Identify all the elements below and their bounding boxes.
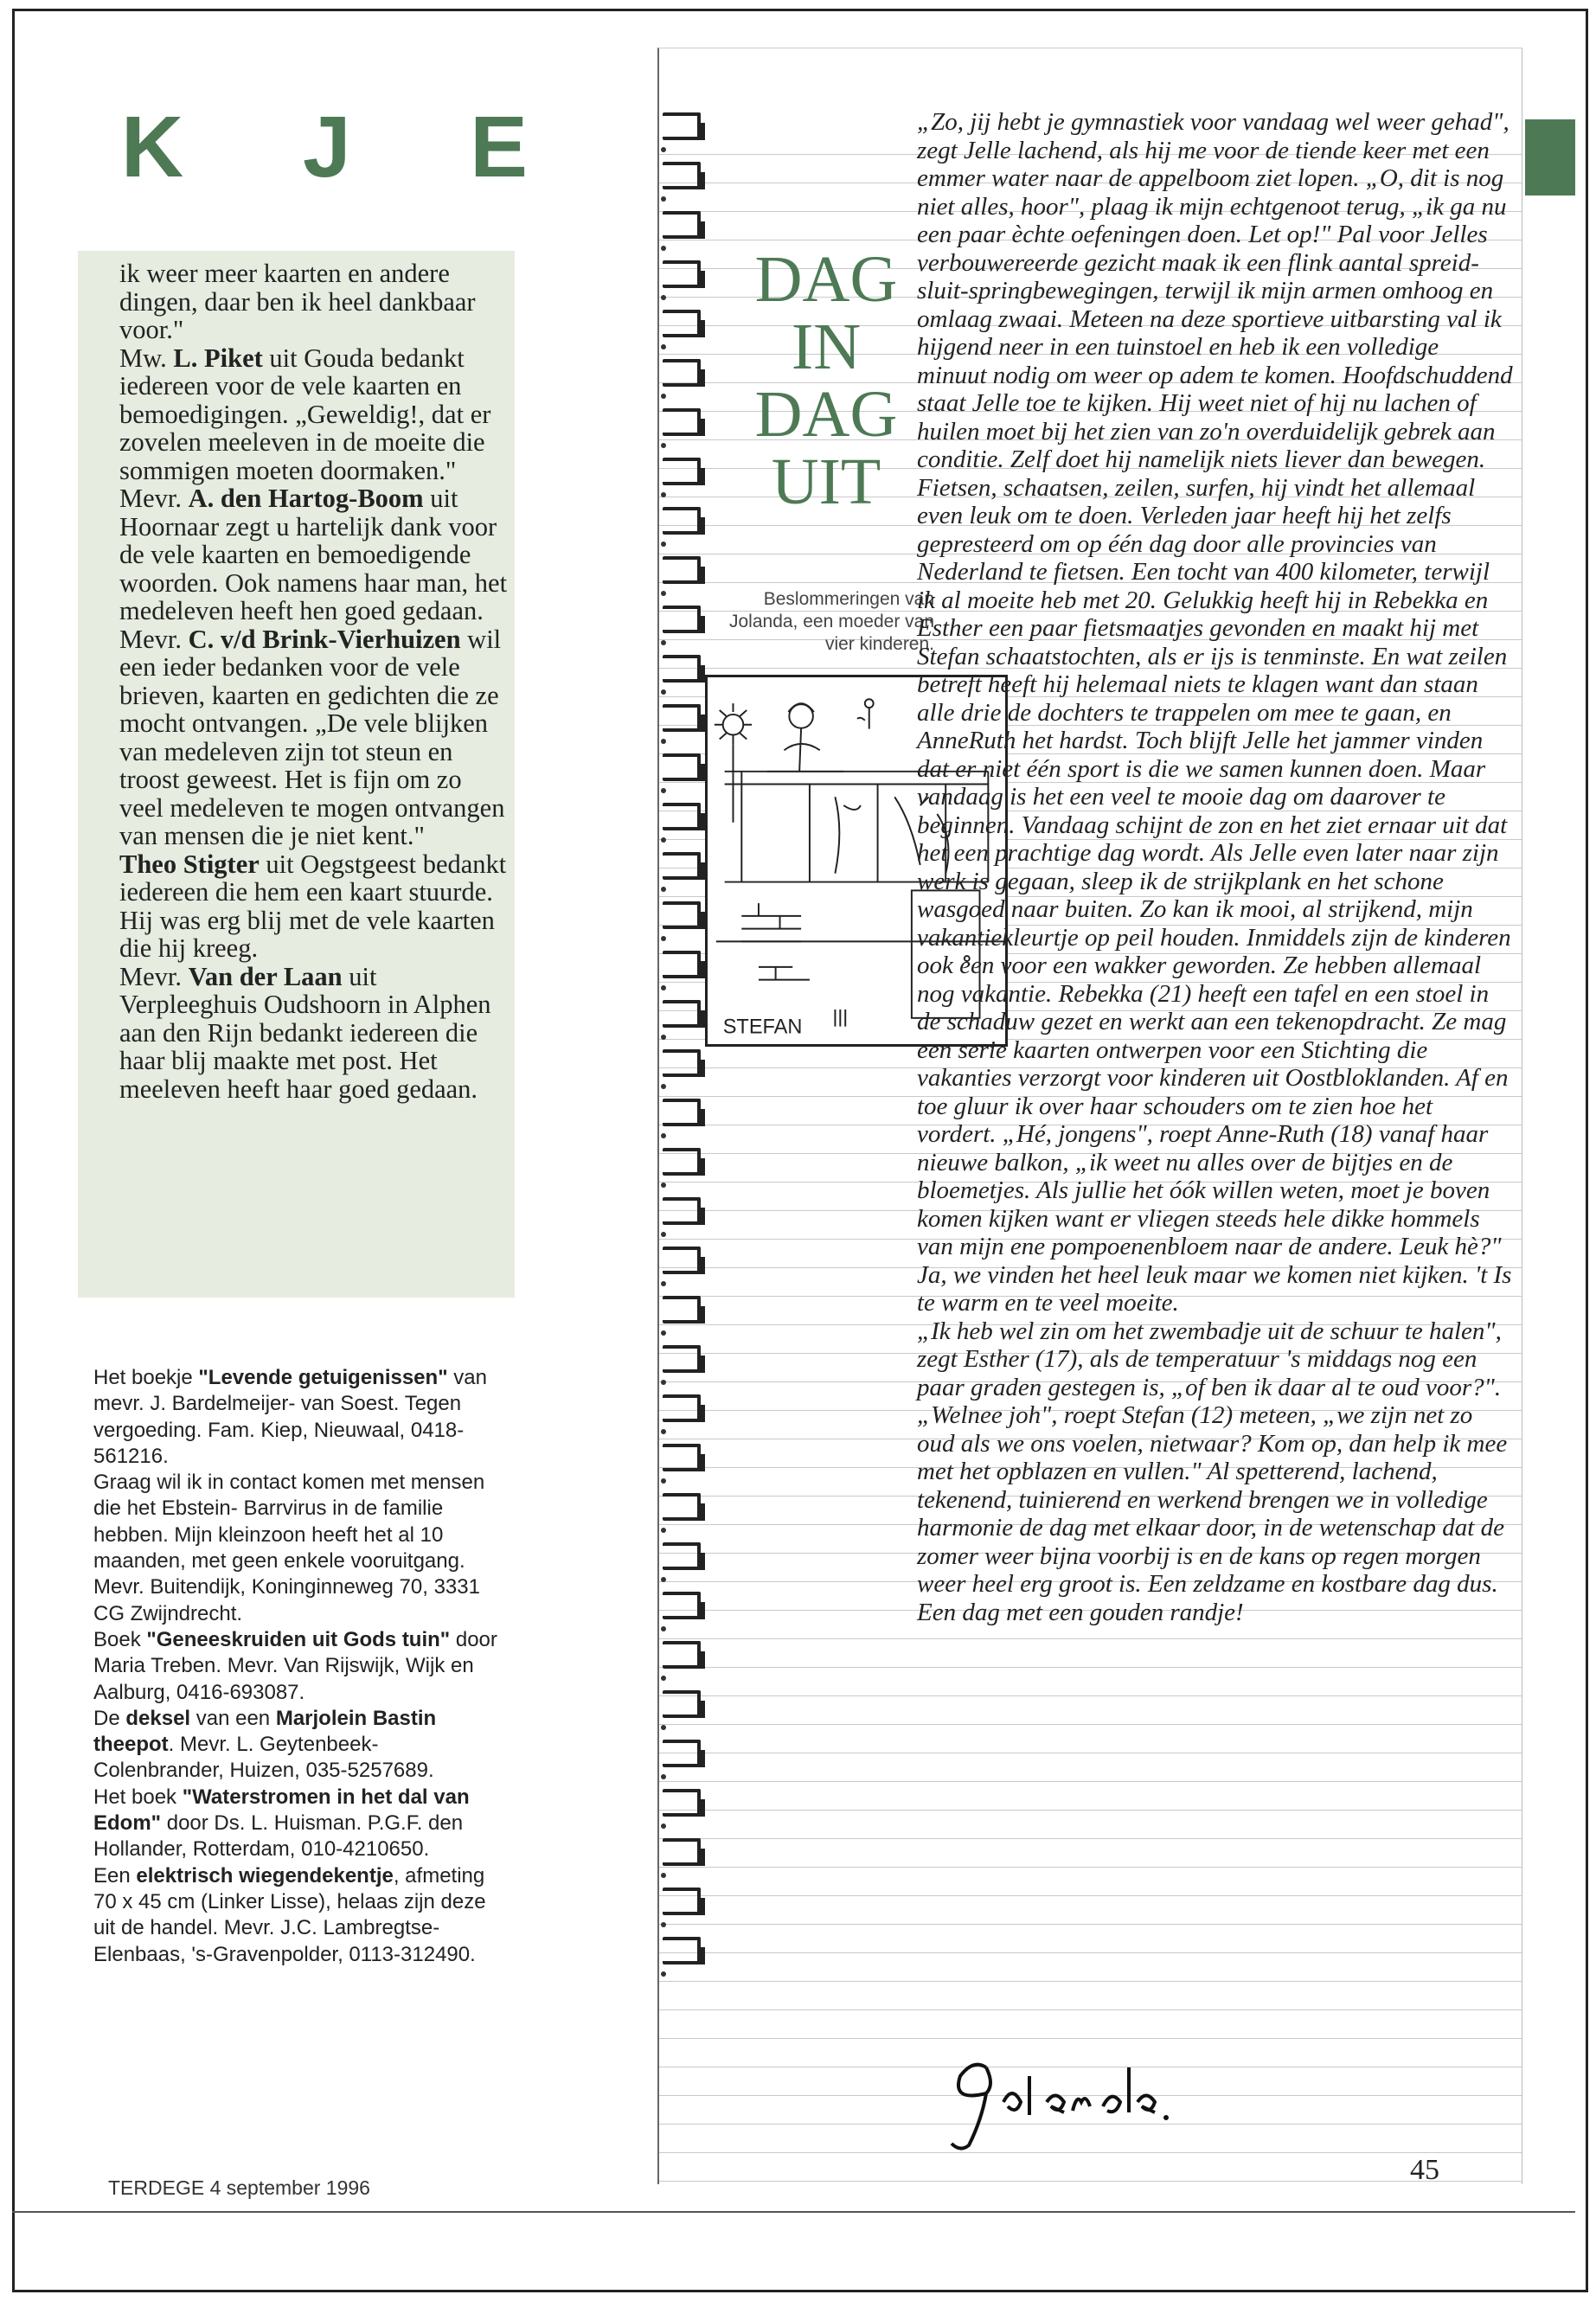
article-body (917, 108, 1514, 1626)
binding-ring (663, 1690, 701, 1718)
binding-hole (661, 147, 666, 152)
article-paragraph: „Zo, jij hebt je gymnastiek voor vandaag wel weer gehad", zegt Jelle lachend, als hij me voor de tiende keer met een emmer water naar de appelboom ziet lopen. „O, dit is nog niet alles, hoor", plaag ik mijn echtgenoot terug, „ik ga nu een paar èchte oefeningen doen. Let op!" Pal voor Jelles verbouwereerde gezicht maak ik een flink aantal spreid-sluit-springbewegingen, terwijl ik mijn armen omhoog en omlaag zwaai. Meteen na deze sportieve uitbarsting val ik hijgend neer in een tuinstoel en heb ik een volledige minuut nodig om weer op adem te komen. Hoofdschuddend staat Jelle toe te kijken. Hij weet niet of hij nu lachen of huilen moet bij het zien van zo'n overduidelijk gebrek aan conditie. Zelf doet hij namelijk niets liever dan bewegen. Fietsen, schaatsen, zeilen, surfen, hij vindt het allemaal even leuk om te doen. Verleden jaar heeft hij het zelfs gepresteerd om op één dag door alle provincies van Nederland te fietsen. Een tocht van 400 kilometer, terwijl ik al moeite heb met 20. Gelukkig heeft hij in Rebekka en Esther een paar fietsmaatjes gevonden en maakt hij met Stefan schaatstochten, als er ijs is tenminste. En wat zeilen betreft heeft hij helemaal niets te klagen want dan staan alle drie de dochters te trappelen om mee te gaan, en AnneRuth het hardst. Toch blijft Jelle het jammer vinden dat er niet één sport is die we samen kunnen doen. Maar vandaag is het een veel te mooie dag om daarover te beginnen. Vandaag schijnt de zon en het ziet ernaar uit dat het een prachtige dag wordt. Als Jelle even later naar zijn werk is gegaan, sleep ik de strijkplank en het schone wasgoed naar buiten. Zo kan ik mooi, al strijkend, mijn vakantiekleurtje op peil houden. Inmiddels zijn de kinderen ook een voor een wakker geworden. Ze hebben allemaal nog vakantie. Rebekka (21) heeft een tafel en een stoel in de schaduw gezet en werkt aan een tekenopdracht. Ze mag een serie kaarten ontwerpen voor een Stichting die vakanties verzorgt voor kinderen uit Oostbloklanden. Af en toe gluur ik over haar schouders om te zien hoe het vordert. „Hé, jongens", roept Anne-Ruth (18) vanaf haar nieuwe balkon, „ik weet nu alles over de bijtjes en de bloemetjes. Als jullie het óók willen weten, moet je boven komen kijken want er vliegen steeds hele dikke hommels van mijn ene pompoenenbloem naar de andere. Leuk hè?" Ja, we vinden het heel leuk maar we komen niet kijken. 't Is te warm en te veel moeite. (917, 108, 1513, 1317)
binding-ring (663, 1000, 701, 1028)
binding-ring (663, 1789, 701, 1817)
header-letter: J (302, 99, 351, 195)
binding-hole (661, 788, 666, 793)
binding-hole (661, 1725, 666, 1730)
binding-ring (663, 408, 701, 436)
binding-ring (663, 458, 701, 485)
binding-ring (663, 1740, 701, 1767)
binding-hole (661, 985, 666, 990)
ad-item: De deksel van een Marjolein Bastin theepot. Mevr. L. Geytenbeek-Colenbrander, Huizen, 035-5257689. (93, 1706, 437, 1783)
page-number: 45 (1410, 2154, 1439, 2186)
binding-ring (663, 1148, 701, 1176)
binding-ring (663, 1099, 701, 1126)
binding-hole (661, 1133, 666, 1138)
binding-hole (661, 295, 666, 300)
binding-hole (661, 1971, 666, 1977)
binding-hole (661, 1478, 666, 1484)
title-line: UIT (771, 445, 881, 518)
binding-ring (663, 852, 701, 880)
drawing-caption: STEFAN (722, 1015, 803, 1038)
binding-ring (663, 1542, 701, 1570)
binding-ring (663, 507, 701, 535)
binding-ring (663, 655, 701, 683)
binding-hole (661, 1922, 666, 1927)
title-line: DAG (754, 243, 898, 316)
binding-ring (663, 1937, 701, 1965)
article-paragraph: „Ik heb wel zin om het zwembadje uit de schuur te halen", zegt Esther (17), als de temperatuur 's middags nog een paar graden gestegen is, „of ben ik daar al te oud voor?". „Welnee joh", roept Stefan (12) meteen, „we zijn net zo oud als we ons voelen, nietwaar? Kom op, dan help ik mee met het opblazen en vullen." Al spetterend, lachend, tekenend, tuinierend en werkend brengen we in volledige harmonie de dag met elkaar door, in de wetenschap dat de zomer weer bijna voorbij is en de kans op regen morgen weer heel erg groot is. Een zeldzame en kostbare dag dus. Een dag met een gouden randje! (917, 1317, 1508, 1626)
intro-text: ik weer meer kaarten en andere dingen, daar ben ik heel dankbaar voor." (119, 259, 476, 344)
binding-ring (663, 112, 701, 140)
header-letter: E (470, 99, 528, 195)
binding-hole (661, 196, 666, 202)
binding-hole (661, 1281, 666, 1286)
binding-ring (663, 753, 701, 781)
binding-hole (661, 1084, 666, 1089)
binding-ring (663, 1888, 701, 1915)
thank-you-text (119, 260, 509, 1103)
section-header-letters (121, 99, 528, 208)
binding-hole (661, 689, 666, 695)
spiral-binding (656, 112, 708, 1998)
binding-ring (663, 1345, 701, 1373)
article-title (744, 243, 908, 518)
binding-hole (661, 1380, 666, 1385)
thank-you-entry: Theo Stigter uit Oegstgeest bedankt iedereen die hem een kaart stuurde. Hij was erg blij met de vele kaarten die hij kreeg. (119, 849, 507, 963)
title-line: DAG (754, 378, 898, 451)
thank-you-entry: Mevr. C. v/d Brink-Vierhuizen wil een ieder bedanken voor de vele brieven, kaarten en gedichten die ze mocht ontvangen. „De vele blijken van medeleven zijn tot steun en troost geweest. Het is fijn om zo veel medeleven te mogen ontvangen van mensen die je niet kent." (119, 624, 505, 850)
binding-hole (661, 394, 666, 399)
binding-ring (663, 556, 701, 584)
binding-hole (661, 1528, 666, 1533)
binding-hole (661, 443, 666, 448)
binding-ring (663, 1838, 701, 1866)
binding-hole (661, 1330, 666, 1336)
ad-item: Het boekje "Levende getuigenissen" van mevr. J. Bardelmeijer- van Soest. Tegen vergoeding. Fam. Kiep, Nieuwaal, 0418-561216. (93, 1366, 487, 1468)
binding-ring (663, 1444, 701, 1471)
binding-hole (661, 1823, 666, 1829)
binding-ring (663, 1493, 701, 1521)
binding-ring (663, 211, 701, 239)
thank-you-entry: Mevr. Van der Laan uit Verpleeghuis Oudshoorn in Alphen aan den Rijn bedankt iedereen die haar blij maakte met post. Het meeleven heeft haar goed gedaan. (119, 961, 491, 1104)
binding-ring (663, 1296, 701, 1324)
binding-ring (663, 1247, 701, 1274)
binding-hole (661, 1676, 666, 1681)
binding-ring (663, 803, 701, 830)
classified-ads (93, 1365, 504, 1968)
binding-hole (661, 887, 666, 892)
binding-hole (661, 542, 666, 547)
binding-hole (661, 739, 666, 744)
binding-ring (663, 1394, 701, 1422)
binding-ring (663, 260, 701, 288)
binding-hole (661, 492, 666, 497)
binding-hole (661, 246, 666, 251)
ad-item: Het boek "Waterstromen in het dal van Edom" door Ds. L. Huisman. P.G.F. den Hollander, Rotterdam, 010-4210650. (93, 1785, 470, 1862)
binding-hole (661, 837, 666, 843)
binding-ring (663, 901, 701, 929)
binding-ring (663, 359, 701, 387)
binding-ring (663, 951, 701, 978)
binding-ring (663, 606, 701, 633)
magazine-footer: TERDEGE 4 september 1996 (108, 2176, 370, 2199)
title-line: IN (791, 311, 862, 383)
ad-item: Graag wil ik in contact komen met mensen die het Ebstein- Barrvirus in de familie hebben. Mijn kleinzoon heeft het al 10 maanden, met geen enkele vooruitgang. Mevr. Buitendijk, Koninginneweg 70, 3331 CG Zwijndrecht. (93, 1471, 485, 1625)
binding-hole (661, 344, 666, 349)
ad-item: Boek "Geneeskruiden uit Gods tuin" door Maria Treben. Mevr. Van Rijswijk, Wijk en Aalburg, 0416-693087. (93, 1627, 497, 1704)
thank-you-entry: Mw. L. Piket uit Gouda bedankt iedereen voor de vele kaarten en bemoedigingen. „Geweldig!, dat er zovelen meeleven in de moeite die sommigen moeten doormaken." (119, 343, 491, 485)
binding-hole (661, 591, 666, 596)
binding-hole (661, 1429, 666, 1434)
author-signature (934, 2050, 1194, 2154)
binding-hole (661, 1183, 666, 1188)
article-subtitle: Beslommeringen van Jolanda, een moeder van vier kinderen. (729, 589, 934, 654)
binding-hole (661, 1626, 666, 1631)
bottom-rule (12, 2211, 1575, 2213)
binding-hole (661, 1873, 666, 1878)
binding-hole (661, 1232, 666, 1237)
binding-ring (663, 1049, 701, 1077)
header-letter: K (121, 99, 184, 195)
binding-ring (663, 1197, 701, 1225)
binding-hole (661, 1035, 666, 1040)
binding-ring (663, 1641, 701, 1669)
thank-you-entry: Mevr. A. den Hartog-Boom uit Hoornaar zegt u hartelijk dank voor de vele kaarten en bemoedigende woorden. Ook namens haar man, het medeleven heeft hen goed gedaan. (119, 484, 508, 625)
binding-hole (661, 1774, 666, 1779)
binding-hole (661, 936, 666, 941)
binding-ring (663, 162, 701, 189)
binding-hole (661, 1577, 666, 1582)
ad-item: Een elektrisch wiegendekentje, afmeting 70 x 45 cm (Linker Lisse), helaas zijn deze uit de handel. Mevr. J.C. Lambregtse-Elenbaas, 's-Gravenpolder, 0113-312490. (93, 1863, 486, 1966)
binding-ring (663, 704, 701, 732)
binding-hole (661, 640, 666, 645)
binding-ring (663, 1592, 701, 1619)
green-edge-tab (1525, 119, 1575, 195)
binding-ring (663, 310, 701, 337)
